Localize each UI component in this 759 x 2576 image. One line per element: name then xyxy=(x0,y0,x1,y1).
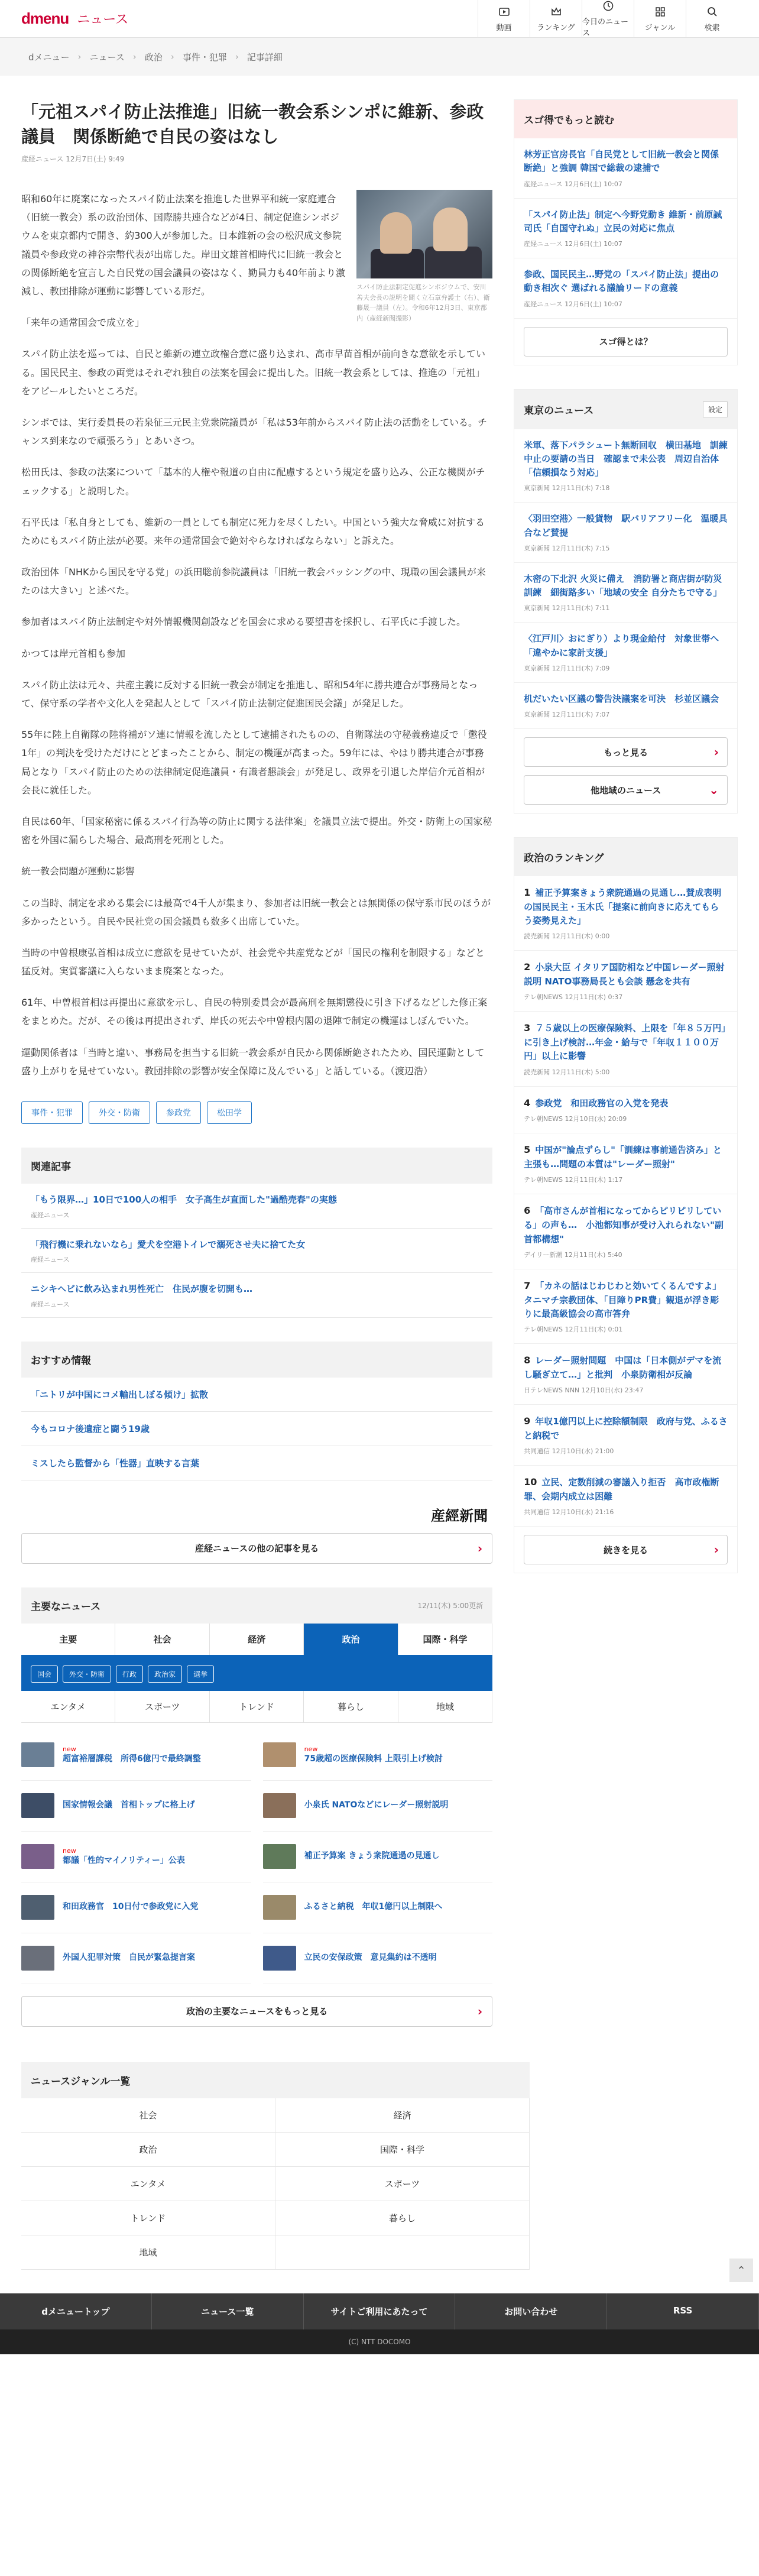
dmenu-logo[interactable]: dmenu xyxy=(21,9,69,27)
sidebar xyxy=(514,76,738,2027)
article-subheading: かつては岸元首相も参加 xyxy=(21,647,126,659)
tokyo-title[interactable]: 米軍、落下パラシュート無断回収 横田基地 訓練中止の要請の当日 確認まで未公表 周辺自治体「信頼損なう対応」 xyxy=(524,439,728,478)
genre-economy[interactable]: 経済 xyxy=(275,2098,530,2133)
genre-trend[interactable]: トレンド xyxy=(21,2201,275,2235)
copyright: (C) NTT DOCOMO xyxy=(0,2329,759,2354)
nav-genre[interactable] xyxy=(634,0,686,38)
recommend-item[interactable]: 今もコロナ後遺症と闘う19歳 xyxy=(21,1412,492,1446)
ranking-title[interactable]: 「カネの話はじわじわと効いてくるんですよ」タニマチ宗教団体、「目障りPR費」観退が浮き彫りに最高級協会の高市答弁 xyxy=(524,1280,722,1319)
ranking-source: 日テレNEWS NNN 12月10日(水) 23:47 xyxy=(524,1386,644,1395)
article-meta: 産経ニュース 12月7日(土) 9:49 xyxy=(21,155,125,164)
chevron-right-icon: › xyxy=(713,745,719,759)
chevron-right-icon: › xyxy=(477,2004,483,2018)
tokyo-source: 東京新聞 12月11日(木) 7:18 xyxy=(524,484,610,492)
major-news-title[interactable]: ふるさと納税 年収1億円以上制限へ xyxy=(304,1902,443,1912)
news-thumbnail[interactable] xyxy=(263,1946,296,1971)
related-source: 産経ニュース xyxy=(31,1256,70,1264)
ranking-title[interactable]: 立民、定数削減の審議入り拒否 高市政権断罪、会期内成立は困難 xyxy=(524,1477,719,1502)
major-news-item[interactable] xyxy=(263,1781,493,1832)
breadcrumb xyxy=(0,38,759,76)
major-news-updated: 12/11(木) 5:00更新 xyxy=(417,1601,484,1610)
article-figure[interactable] xyxy=(356,190,492,323)
genre-international[interactable]: 国際・科学 xyxy=(275,2133,530,2167)
tab-main[interactable]: 主要 xyxy=(21,1624,115,1655)
breadcrumb-crime[interactable]: 事件・犯罪 xyxy=(182,51,227,63)
news-thumbnail[interactable] xyxy=(21,1844,54,1869)
tab-economy[interactable]: 経済 xyxy=(210,1624,304,1655)
article-tags xyxy=(21,1101,492,1124)
genre-entertainment[interactable]: エンタメ xyxy=(21,2167,275,2201)
tag-matsuda[interactable]: 松田学 xyxy=(207,1101,252,1124)
related-item[interactable] xyxy=(21,1184,492,1229)
major-news-item[interactable] xyxy=(21,1882,251,1933)
tab-trend[interactable]: トレンド xyxy=(210,1691,304,1723)
news-thumbnail[interactable] xyxy=(21,1742,54,1767)
article-photo[interactable] xyxy=(356,190,492,278)
new-badge: new xyxy=(63,1745,76,1753)
ranking-item[interactable] xyxy=(514,951,737,1012)
news-thumbnail[interactable] xyxy=(263,1895,296,1920)
ranking-title-row[interactable] xyxy=(524,1204,728,1246)
article-paragraph: 運動関係者は「当時と違い、事務局を担当する旧統一教会系が自民から関係断絶されたため、国民運動として盛り上がりを見せていない。教団排除の影響が安全保障に及んでいる」と話している。（渡辺浩） xyxy=(21,1046,485,1077)
major-news-title[interactable]: 補正予算案 きょう衆院通過の見通し xyxy=(304,1851,440,1861)
breadcrumb-dmenu[interactable]: dメニュー xyxy=(28,51,70,63)
page-top-button[interactable] xyxy=(729,2259,753,2282)
news-thumbnail[interactable] xyxy=(21,1895,54,1920)
tokyo-more-button[interactable] xyxy=(524,737,728,767)
header-nav xyxy=(478,0,738,38)
genre-society[interactable]: 社会 xyxy=(21,2098,275,2133)
ranking-title-row[interactable] xyxy=(524,1096,728,1111)
sugoi-item[interactable] xyxy=(514,258,737,319)
chevron-up-icon: ⌃ xyxy=(737,2264,746,2277)
ranking-item[interactable] xyxy=(514,1466,737,1527)
other-region-label: 他地域のニュース xyxy=(590,785,661,796)
ranking-number: 6 xyxy=(524,1205,531,1217)
ranking-number: 9 xyxy=(524,1415,531,1427)
ranking-source: 共同通信 12月10日(水) 21:16 xyxy=(524,1508,614,1517)
related-title[interactable]: 「もう限界…」10日で100人の相手 女子高生が直面した"過酷売春"の実態 xyxy=(31,1194,337,1206)
news-thumbnail[interactable] xyxy=(21,1793,54,1818)
sankei-more-button[interactable] xyxy=(21,1533,492,1564)
major-news-item[interactable] xyxy=(263,1882,493,1933)
related-title[interactable]: ニシキヘビに飲み込まれ男性死亡 住民が腹を切開も… xyxy=(31,1284,253,1295)
ranking-number: 5 xyxy=(524,1144,531,1156)
ranking-title-row[interactable] xyxy=(524,960,728,989)
ranking-source: テレ朝NEWS 12月11日(木) 1:17 xyxy=(524,1176,623,1184)
article-paragraph: シンポでは、実行委員長の若泉征三元民主党衆院議員が「私は53年前からスパイ防止法の活動をしている。チャンス到来なので頑張ろう」とあいさつ。 xyxy=(21,416,487,447)
sugoi-title[interactable]: 参政、国民民主…野党の「スパイ防止法」提出の動き相次ぐ 選ばれる議論リードの意義 xyxy=(524,269,719,294)
major-news-title[interactable]: 和田政務官 10日付で参政党に入党 xyxy=(63,1902,199,1912)
ranking-item[interactable] xyxy=(514,1087,737,1134)
major-news-item[interactable] xyxy=(21,1933,251,1984)
chevron-right-icon: › xyxy=(477,1541,483,1556)
ranking-more-label: 続きを見る xyxy=(604,1544,648,1556)
major-news-header xyxy=(21,1587,492,1624)
footer-news-list[interactable]: ニュース一覧 xyxy=(152,2293,304,2329)
sugoi-about-label: スゴ得とは？ xyxy=(599,336,653,347)
sugoi-source: 産経ニュース 12月6日(土) 10:07 xyxy=(524,240,622,248)
tokyo-item[interactable] xyxy=(514,683,737,729)
subtab-diet[interactable]: 国会 xyxy=(31,1666,58,1683)
genre-politics[interactable]: 政治 xyxy=(21,2133,275,2167)
subtab-election[interactable]: 選挙 xyxy=(187,1666,214,1683)
breadcrumb-politics[interactable]: 政治 xyxy=(144,51,163,63)
tag-crime[interactable]: 事件・犯罪 xyxy=(21,1101,83,1124)
tokyo-settings-button[interactable]: 設定 xyxy=(703,401,728,417)
chevron-right-icon: › xyxy=(170,51,174,62)
ranking-title[interactable]: ７５歳以上の医療保険料、上限を「年８５万円」に引き上げ検討…年金・給与で「年収１１００万円」以上に影響 xyxy=(524,1023,726,1062)
recommend-item[interactable]: ミスしたら監督から「性器」直映する言葉 xyxy=(21,1446,492,1480)
nav-search-label: 検索 xyxy=(704,23,720,33)
subtab-defense[interactable]: 外交・防衛 xyxy=(63,1666,111,1683)
major-news-title[interactable]: 外国人犯罪対策 自民が緊急提言案 xyxy=(63,1953,195,1963)
article-paragraph: 55年に陸上自衛隊の陸将補がソ連に情報を流したとして逮捕されたものの、自衛隊法の守秘義務違反で「懲役1年」の判決を受けただけにとどまったことから、制定の機運が高まった。59年には、やはり勝共連合が事務局となり「スパイ防止のための法律制定促進議員・有識者懇談会」が発足し、政界を引退した岸信介元首相が会長に就任した。 xyxy=(21,729,487,796)
sugoi-box xyxy=(514,99,738,365)
major-news-text[interactable] xyxy=(304,1952,437,1964)
site-header xyxy=(0,0,759,38)
major-news-text[interactable] xyxy=(304,1901,443,1913)
ranking-source: デイリー新潮 12月11日(木) 5:40 xyxy=(524,1250,622,1259)
ranking-title[interactable]: 参政党 和田政務官の入党を発表 xyxy=(535,1097,669,1109)
article-paragraph: 昭和60年に廃案になったスパイ防止法案を推進した世界平和統一家庭連合（旧統一教会）系の政治団体、国際勝共連合などが4日、制定促進シンポジウムを東京都内で開き、約300人が参加した。日本維新の会の松沢成文参院議員や参政党の神谷宗幣代表が出席した。岸田文雄首相時代に旧統一教会との関係断絶を宣言した自民党の国会議員の姿はなく、勤員力も40年前より激減し、教団排除が運動に影響している形だ。 xyxy=(21,193,346,297)
genre-heading: ニュースジャンル一覧 xyxy=(21,2062,530,2098)
tag-diplomacy[interactable]: 外交・防衛 xyxy=(89,1101,150,1124)
ranking-source: テレ朝NEWS 12月11日(木) 0:37 xyxy=(524,993,623,1002)
tab-local[interactable]: 地域 xyxy=(398,1691,492,1723)
news-thumbnail[interactable] xyxy=(263,1844,296,1869)
ranking-title[interactable]: レーダー照射問題 中国は「日本側がデマを流し騒ぎ立て…」と批判 小泉防衛相が反論 xyxy=(524,1355,722,1380)
chevron-right-icon: › xyxy=(235,51,239,62)
article-paragraph: 61年、中曽根首相は再提出に意欲を示し、自民の特別委員会が最高刑を無期懲役に引き下げるなどした修正案をまとめた。だが、その後は再提出されず、岸氏の死去や中曽根内閣の退陣で制定の機運はしぼんでいた。 xyxy=(21,997,488,1027)
ranking-number: 7 xyxy=(524,1279,531,1291)
major-news-item[interactable] xyxy=(263,1933,493,1984)
nav-video-label: 動画 xyxy=(496,23,512,33)
genre-list xyxy=(21,2062,530,2270)
major-tabs-row2 xyxy=(21,1691,492,1723)
major-news-item[interactable] xyxy=(21,1730,251,1781)
article-paragraph: 松田氏は、参政の法案について「基本的人権や報道の自由に配慮するという規定を盛り込み、公正な機関がチェックする」と説明した。 xyxy=(21,466,485,497)
ranking-title[interactable]: 年収1億円以上に控除額制限 政府与党、ふるさと納税で xyxy=(524,1416,728,1441)
article-paragraph: 参加者はスパイ防止法制定や対外情報機関創設などを国会に求める要望書を採択し、石平氏に手渡した。 xyxy=(21,616,466,628)
genre-life[interactable]: 暮らし xyxy=(275,2201,530,2235)
footer-rss[interactable]: RSS xyxy=(607,2293,759,2329)
genre-local[interactable]: 地域 xyxy=(21,2235,275,2270)
ranking-item[interactable] xyxy=(514,1194,737,1269)
nav-ranking-label: ランキング xyxy=(537,23,575,33)
ranking-item[interactable] xyxy=(514,1344,737,1405)
tokyo-header xyxy=(514,390,737,429)
chevron-down-icon: ⌄ xyxy=(709,783,719,797)
chevron-right-icon: › xyxy=(77,51,82,62)
tokyo-source: 東京新聞 12月11日(木) 7:09 xyxy=(524,664,610,672)
ranking-title-row[interactable] xyxy=(524,886,728,928)
major-news-item[interactable] xyxy=(21,1781,251,1832)
site-logo[interactable] xyxy=(21,9,128,28)
sankei-logo[interactable]: 産經新聞 xyxy=(431,1506,488,1524)
ranking-heading-text: 政治のランキング xyxy=(524,853,604,864)
ranking-number: 3 xyxy=(524,1022,531,1034)
tokyo-title[interactable]: 机だいたい区議の警告決議案を可決 杉並区議会 xyxy=(524,693,719,704)
nav-today-label: 今日のニュース xyxy=(582,18,629,38)
major-news-text[interactable] xyxy=(63,1800,195,1812)
major-news-title[interactable]: 75歳超の医療保険料 上限引上げ検討 xyxy=(304,1754,443,1764)
genre-sports[interactable]: スポーツ xyxy=(275,2167,530,2201)
tab-society[interactable]: 社会 xyxy=(115,1624,209,1655)
footer-dmenu-top[interactable]: dメニュートップ xyxy=(0,2293,152,2329)
politics-subtabs xyxy=(21,1655,492,1691)
ranking-number: 4 xyxy=(524,1097,531,1109)
ranking-source: 読売新聞 12月11日(木) 5:00 xyxy=(524,1068,610,1076)
ranking-title-row[interactable] xyxy=(524,1021,728,1063)
article-paragraph: 石平氏は「私自身としても、維新の一員としても制定に死力を尽くしたい。中国という強大な脅威に対抗するためにもスパイ防止法が必要。来年の通常国会で絶対やらなければならない」と訴えた。 xyxy=(21,516,485,546)
major-news-item[interactable] xyxy=(21,1832,251,1882)
ranking-number: 1 xyxy=(524,887,531,898)
ranking-item[interactable] xyxy=(514,1012,737,1086)
politics-more-button[interactable] xyxy=(21,1996,492,2027)
ranking-title[interactable]: 中国が"論点ずらし"「訓練は事前通告済み」と主張も…問題の本質は"レーダー照射" xyxy=(524,1145,722,1170)
new-badge: new xyxy=(63,1846,76,1855)
article-body xyxy=(21,190,492,1080)
sugoi-title[interactable]: 「スパイ防止法」制定へ今野党動き 維新・前原誠司氏「自国守れぬ」立民の対応に焦点 xyxy=(524,209,722,234)
subtab-admin[interactable]: 行政 xyxy=(116,1666,143,1683)
chevron-right-icon: › xyxy=(132,51,137,62)
news-thumbnail[interactable] xyxy=(263,1793,296,1818)
chevron-right-icon: › xyxy=(713,1543,719,1557)
clock-icon xyxy=(602,0,614,12)
article-paragraph: 当時の中曽根康弘首相は成立に意欲を見せていたが、社会党や共産党などが「国民の権利を制限する」などと猛反対。実質審議に入らないまま廃案となった。 xyxy=(21,947,485,977)
article-title: 「元祖スパイ防止法推進」旧統一教会系シンポに維新、参政議員 関係断絶で自民の姿はなし xyxy=(21,102,484,147)
major-news-text[interactable] xyxy=(63,1952,195,1964)
nav-today[interactable] xyxy=(582,0,634,38)
ranking-title-row[interactable] xyxy=(524,1475,728,1504)
tokyo-source: 東京新聞 12月11日(木) 7:11 xyxy=(524,604,610,613)
tab-politics[interactable]: 政治 xyxy=(304,1624,398,1655)
major-tabs xyxy=(21,1624,492,1655)
tokyo-item[interactable] xyxy=(514,503,737,563)
ranking-title-row[interactable] xyxy=(524,1143,728,1171)
video-icon xyxy=(498,6,510,18)
related-title[interactable]: 「飛行機に乗れないなら」愛犬を空港トイレで溺死させ夫に捨てた女 xyxy=(31,1239,306,1250)
genre-empty xyxy=(275,2235,530,2270)
ranking-title[interactable]: 「高市さんが首相になってからピリピリしている」の声も… 小池都知事が受け入れられない"副首都構想" xyxy=(524,1206,724,1245)
article-subheading: 「来年の通常国会で成立を」 xyxy=(21,317,145,329)
ranking-source: 共同通信 12月10日(水) 21:00 xyxy=(524,1447,614,1456)
ranking-title-row[interactable] xyxy=(524,1279,728,1321)
article-paragraph: 自民は60年、「国家秘密に係るスパイ行為等の防止に関する法律案」を議員立法で提出。外交・防衛上の国家秘密を外国に漏らした場合、最高刑を死刑とした。 xyxy=(21,815,492,846)
major-news-text[interactable] xyxy=(63,1846,185,1867)
ranking-source: 読売新聞 12月11日(木) 0:00 xyxy=(524,932,610,941)
tab-international[interactable]: 国際・科学 xyxy=(398,1624,492,1655)
sugoi-item[interactable] xyxy=(514,138,737,199)
footer-terms[interactable]: サイトご利用にあたって xyxy=(304,2293,456,2329)
tokyo-box xyxy=(514,389,738,814)
ranking-item[interactable] xyxy=(514,1133,737,1194)
ranking-item[interactable] xyxy=(514,1405,737,1466)
ranking-number: 2 xyxy=(524,961,531,973)
sugoi-source: 産経ニュース 12月6日(土) 10:07 xyxy=(524,180,622,188)
grid-icon xyxy=(654,6,666,18)
major-news-title[interactable]: 立民の安保政策 意見集約は不透明 xyxy=(304,1953,437,1963)
other-region-button[interactable] xyxy=(524,775,728,805)
major-news-title[interactable]: 国家情報会議 首相トップに格上げ xyxy=(63,1800,195,1810)
major-news-text[interactable] xyxy=(304,1800,449,1812)
sankei-more-label: 産経ニュースの他の記事を見る xyxy=(194,1543,319,1554)
ranking-title[interactable]: 小泉大臣 イタリア国防相など中国レーダー照射説明 NATO事務局長とも会談 懸念を共有 xyxy=(524,962,725,987)
ranking-number: 10 xyxy=(524,1476,537,1488)
major-news-item[interactable] xyxy=(263,1730,493,1781)
ranking-title[interactable]: 補正予算案きょう衆院通過の見通し…賛成表明の国民民主・玉木氏「提案に前向きに応えてもらう姿勢見えた」 xyxy=(524,887,722,926)
recommend-item[interactable]: 「ニトリが中国にコメ輸出しぼる傾け」拡散 xyxy=(21,1378,492,1412)
page-body xyxy=(0,76,759,2027)
article-paragraph: この当時、制定を求める集会には最高で4千人が集まり、参加者は旧統一教会とは無関係の保守系市民のほうが多かったという。自民や民社党の国会議員も数多く出席していた。 xyxy=(21,897,491,927)
major-news-text[interactable] xyxy=(304,1745,443,1765)
tokyo-source: 東京新聞 12月11日(木) 7:07 xyxy=(524,711,610,718)
recommend-heading: おすすめ情報 xyxy=(21,1342,492,1378)
footer-nav xyxy=(0,2293,759,2329)
ranking-heading xyxy=(514,838,737,876)
article-paragraph: スパイ防止法を巡っては、自民と維新の連立政権合意に盛り込まれ、高市早苗首相が前向きな意欲を示している。国民民主、参政の両党はそれぞれ独自の法案を国会に提出した。旧統一教会系としては、推進の「元祖」をアピールしたいところだ。 xyxy=(21,348,485,397)
article-paragraph: 政治団体「NHKから国民を守る党」の浜田聡前参院議員は「旧統一教会バッシングの中、現職の国会議員が来たのは大きい」と述べた。 xyxy=(21,566,486,597)
subtab-politicians[interactable]: 政治家 xyxy=(148,1666,182,1683)
ranking-number: 8 xyxy=(524,1355,531,1366)
ranking-item[interactable] xyxy=(514,1269,737,1344)
major-news-title[interactable]: 都議「性的マイノリティー」公表 xyxy=(63,1855,185,1865)
nav-genre-label: ジャンル xyxy=(644,23,676,33)
breadcrumb-news[interactable]: ニュース xyxy=(89,51,125,63)
related-item[interactable] xyxy=(21,1273,492,1318)
related-source: 産経ニュース xyxy=(31,1211,70,1219)
tokyo-source: 東京新聞 12月11日(木) 7:15 xyxy=(524,544,610,552)
major-news-item[interactable] xyxy=(263,1832,493,1882)
news-thumbnail[interactable] xyxy=(263,1742,296,1767)
tokyo-title[interactable]: 木密の下北沢 火災に備え 消防署と商店街が防災訓練 細街路多い「地域の安全 自分たちで守る」 xyxy=(524,573,722,598)
crown-icon xyxy=(550,6,562,18)
tokyo-item[interactable] xyxy=(514,563,737,623)
major-news-text[interactable] xyxy=(63,1745,201,1765)
related-item[interactable] xyxy=(21,1229,492,1274)
article-subheading: 統一教会問題が運動に影響 xyxy=(21,866,135,877)
nav-search[interactable] xyxy=(686,0,738,38)
article-paragraph: スパイ防止法は元々、共産主義に反対する旧統一教会が制定を推進し、昭和54年に勝共連合が事務局となって、保守系の学者や文化人を発起人として「スパイ防止法制定促進国民会議」が発足した。 xyxy=(21,679,478,709)
tab-sports[interactable]: スポーツ xyxy=(115,1691,209,1723)
sugoi-title[interactable]: 林芳正官房長官「自民党として旧統一教会と関係断絶」と強調 韓国で総裁の逮捕で xyxy=(524,149,719,174)
ranking-title-row[interactable] xyxy=(524,1353,728,1382)
search-icon xyxy=(706,6,718,18)
tokyo-heading: 東京のニュース xyxy=(524,404,594,417)
sugoi-heading: スゴ得でもっと読む xyxy=(514,100,737,138)
photo-caption: スパイ防止法制定促進シンポジウムで、安川善夫会長の説明を聞く立石章弁護士（右）、衛藤晟一議員（左）。令和6年12月3日、東京都内（産経新聞撮影） xyxy=(356,283,490,322)
ranking-source: テレ朝NEWS 12月10日(水) 20:09 xyxy=(524,1115,627,1123)
major-news-text[interactable] xyxy=(304,1851,440,1862)
sugoi-about-button[interactable] xyxy=(524,327,728,357)
news-logo[interactable]: ニュース xyxy=(77,12,129,27)
news-thumbnail[interactable] xyxy=(21,1946,54,1971)
related-source: 産経ニュース xyxy=(31,1300,70,1308)
politics-more-label: 政治の主要なニュースをもっと見る xyxy=(186,2006,328,2017)
genre-grid xyxy=(21,2098,530,2270)
major-news-title[interactable]: 小泉氏 NATOなどにレーダー照射説明 xyxy=(304,1800,449,1810)
tokyo-item[interactable] xyxy=(514,429,737,503)
tokyo-more-label: もっと見る xyxy=(604,747,648,758)
sugoi-item[interactable] xyxy=(514,199,737,259)
major-news-grid xyxy=(21,1730,492,1984)
tokyo-title[interactable]: 〈羽田空港〉一般貨物 駅バリアフリー化 温暖具合など賛提 xyxy=(524,513,728,538)
tag-sanseito[interactable]: 参政党 xyxy=(156,1101,201,1124)
ranking-source: テレ朝NEWS 12月11日(木) 0:01 xyxy=(524,1326,623,1334)
tab-entertainment[interactable]: エンタメ xyxy=(21,1691,115,1723)
site-footer xyxy=(0,2293,759,2354)
new-badge: new xyxy=(304,1745,318,1753)
main-column xyxy=(21,76,492,2027)
nav-ranking[interactable] xyxy=(530,0,582,38)
related-heading: 関連記事 xyxy=(21,1148,492,1184)
footer-contact[interactable]: お問い合わせ xyxy=(455,2293,607,2329)
major-news-heading: 主要なニュース xyxy=(31,1600,101,1613)
breadcrumb-current: 記事詳細 xyxy=(246,51,283,63)
ranking-title-row[interactable] xyxy=(524,1414,728,1443)
ranking-list xyxy=(514,876,737,1527)
tokyo-item[interactable] xyxy=(514,623,737,683)
ranking-box xyxy=(514,837,738,1573)
tokyo-title[interactable]: 〈江戸川〉おにぎり）より現金給付 対象世帯へ「違やかに家計支援」 xyxy=(524,633,719,658)
ranking-more-button[interactable] xyxy=(524,1535,728,1564)
nav-video[interactable] xyxy=(478,0,530,38)
major-news-text[interactable] xyxy=(63,1901,198,1913)
sugoi-source: 産経ニュース 12月6日(土) 10:07 xyxy=(524,300,622,308)
ranking-item[interactable] xyxy=(514,876,737,951)
major-news-title[interactable]: 超富裕層課税 所得6億円で最終調整 xyxy=(63,1754,201,1764)
tab-life[interactable]: 暮らし xyxy=(304,1691,398,1723)
